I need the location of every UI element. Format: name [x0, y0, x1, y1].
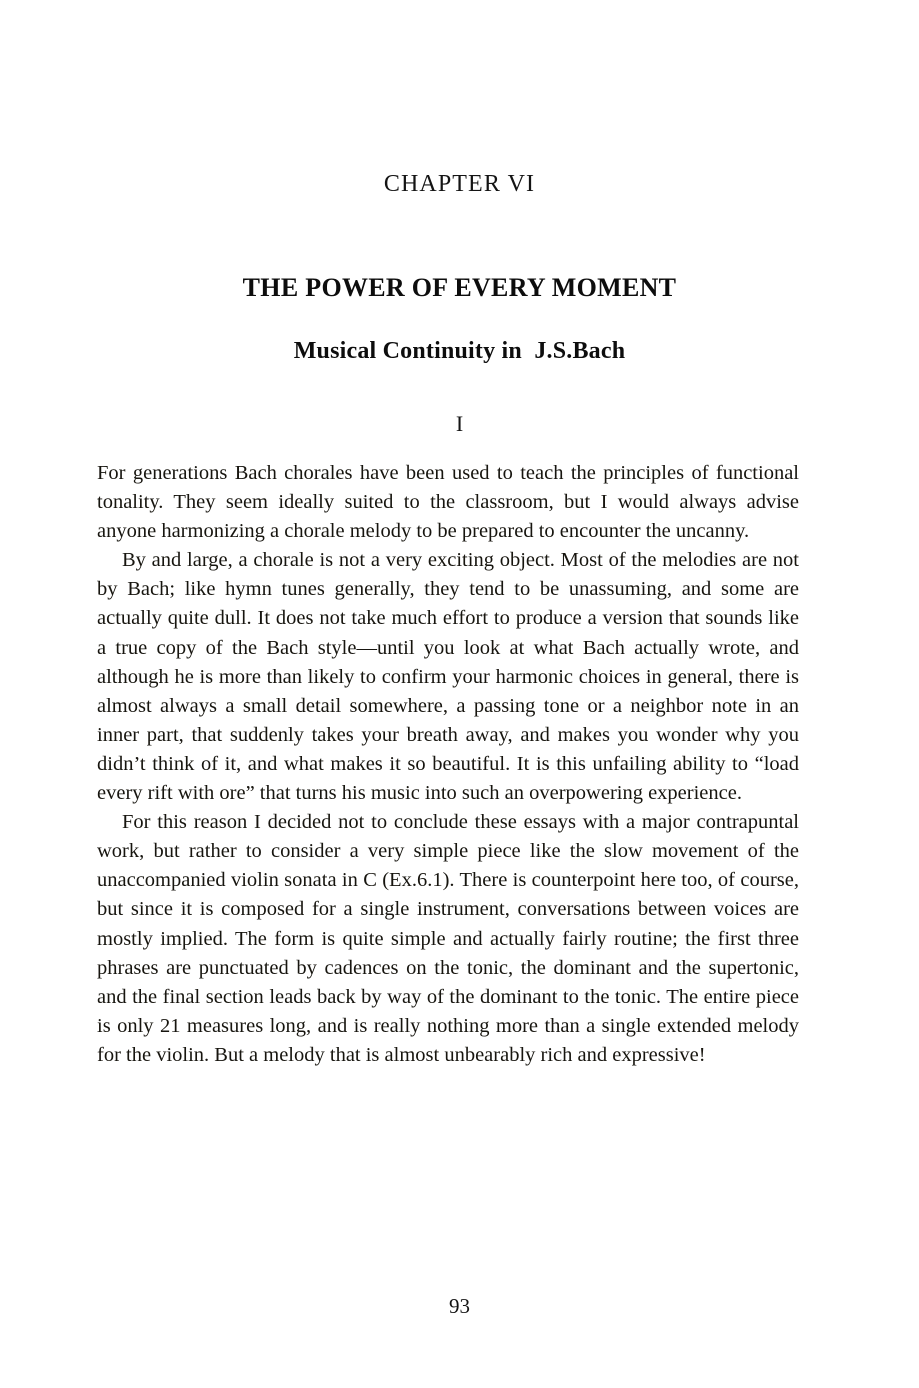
- chapter-label: CHAPTER VI: [383, 171, 536, 197]
- paragraph: For generations Bach chorales have been used to teach the principles of functional tonality. They seem ideally suited to the classroom, but I would always advise anyone harmonizing a chorale melody to be prepared to encounter the uncanny.: [97, 462, 799, 543]
- chapter-title: THE POWER OF EVERY MOMENT: [242, 273, 677, 303]
- paragraph: By and large, a chorale is not a very exciting object. Most of the melodies are not by Bach; like hymn tunes generally, they tend to be unassuming, and some are actually quite dull. It does not take much effort to produce a version that sounds like a true copy of the Bach style—until you look at what Bach actually wrote, and although he is more than likely to confirm your harmonic choices in general, there is almost always a small detail somewhere, a passing tone or a neighbor note in an inner part, that suddenly takes your breath away, and makes you wonder why you didn’t think of it, and what makes it so beautiful. It is this unfailing ability to “load every rift with ore” that turns his music into such an overpowering experience.: [97, 549, 799, 805]
- body-text: [97, 459, 799, 1070]
- page-number: 93: [449, 1294, 470, 1318]
- paragraph: For this reason I decided not to conclude these essays with a major contrapuntal work, but rather to consider a very simple piece like the slow movement of the unaccompanied violin sonata in C (Ex.6.1). There is counterpoint here too, of course, but since it is composed for a single instrument, conversations between voices are mostly implied. The form is quite simple and actually fairly routine; the first three phrases are punctuated by cadences on the tonic, the dominant and the supertonic, and the final section leads back by way of the dominant to the tonic. The entire piece is only 21 measures long, and is really nothing more than a single extended melody for the violin. But a melody that is almost unbearably rich and expressive!: [97, 811, 799, 1066]
- chapter-subtitle: Musical Continuity in J.S.Bach: [293, 337, 626, 364]
- section-numeral: I: [455, 411, 464, 436]
